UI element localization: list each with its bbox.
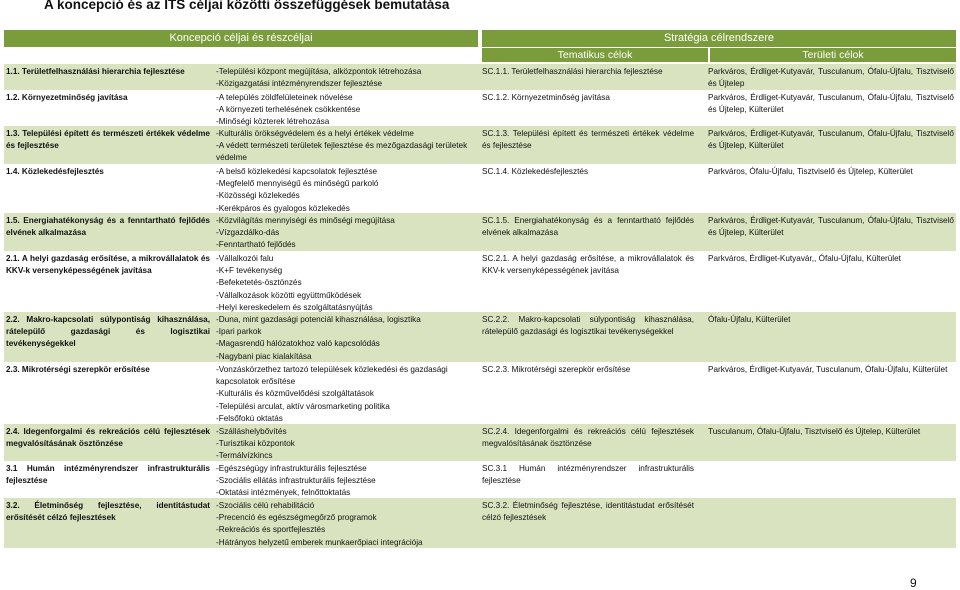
sub-goals: -A belső közlekedési kapcsolatok fejlesztése -Megfelelő mennyiségű és minőségű parkoló -Közösségi közlekedés -Kerékpáros és gyalogos közlekedés <box>216 167 379 213</box>
territorial-goals-header: Területi célok <box>710 48 956 62</box>
thematic-goal: SC.3.2. Életminőség fejlesztése, identitástudat erősítését célzó fejlesztések <box>482 501 694 523</box>
territorial-goal: Parkváros, Érdliget-Kutyavár, Tusculanum, Ófalu-Újfalu, Külterület <box>708 365 948 374</box>
thematic-goal: SC.1.4. Közlekedésfejlesztés <box>482 167 589 176</box>
table-row <box>4 461 956 498</box>
thematic-goal: SC.1.5. Energiahatékonyság és a fenntartható fejlődés elvének alkalmazása <box>482 216 694 238</box>
table-row <box>4 312 956 362</box>
sub-goals: -Közvilágítás mennyiségi és minőségi megújítása -Vízgazdálko-dás -Fenntartható fejlődés <box>216 216 395 250</box>
page-number: 9 <box>910 576 917 590</box>
table-row <box>4 498 956 548</box>
concept-goal: 2.2. Makro-kapcsolati súlypontiság kihasználása, rátelepülő gazdasági és logisztikai tevékenységekkel <box>6 315 210 349</box>
thematic-goal: SC.1.1. Területfelhasználási hierarchia fejlesztése <box>482 67 663 76</box>
concept-goal: 3.2. Életminőség fejlesztése, identitástudat erősítését célzó fejlesztések <box>6 501 210 523</box>
table-row <box>4 213 956 251</box>
concept-goal: 2.4. Idegenforgalmi és rekreációs célú fejlesztések megvalósításának ösztönzése <box>6 427 210 449</box>
concept-goal: 2.1. A helyi gazdaság erősítése, a mikrovállalatok és KKV-k versenyképességének javítása <box>6 254 210 276</box>
territorial-goal: Parkváros, Érdliget-Kutyavár, Tusculanum, Ófalu-Újfalu, Tisztviselő és Újtelep <box>708 67 954 89</box>
territorial-goal: Tusculanum, Ófalu-Újfalu, Tisztviselő és Újtelep, Külterület <box>708 427 921 436</box>
territorial-goal: Parkváros, Érdliget-Kutyavár,, Ófalu-Újfalu, Külterület <box>708 254 901 263</box>
sub-goals: -Települési központ megújítása, alközpontok létrehozása -Közigazgatási intézményrendszer fejlesztése <box>216 67 422 89</box>
sub-goals: -Vállalkozói falu -K+F tevékenység -Befeketetés-ösztönzés -Vállalkozások közötti együttműködések -Helyi kereskedelem és szolgáltatásnyújtás <box>216 254 373 312</box>
table-row <box>4 424 956 461</box>
page-title: A koncepció és az ITS céljai közötti összefüggések bemutatása <box>44 0 450 12</box>
table-row <box>4 251 956 312</box>
territorial-goal: Ófalu-Újfalu, Külterület <box>708 315 791 324</box>
thematic-goal: SC.3.1 Humán intézményrendszer infrastrukturális fejlesztése <box>482 464 694 486</box>
sub-goals: -Vonzáskörzethez tartozó települések közlekedési és gazdasági kapcsolatok erősítése -Kulturális és közművelődési szolgáltatások -Települési arculat, aktív városmarketing politika -Felsőfokú oktatás <box>216 365 448 423</box>
thematic-goal: SC.2.3. Mikrotérségi szerepkör erősítése <box>482 365 631 374</box>
strategy-header: Stratégia célrendszere <box>482 30 956 47</box>
table-row <box>4 64 956 90</box>
territorial-goal: Parkváros, Ófalu-Újfalu, Tisztviselő és Újtelep, Külterület <box>708 167 913 176</box>
concept-goal: 2.3. Mikrotérségi szerepkör erősítése <box>6 365 150 374</box>
concept-goal: 1.5. Energiahatékonyság és a fenntartható fejlődés elvének alkalmazása <box>6 216 210 238</box>
thematic-goal: SC.2.1. A helyi gazdaság erősítése, a mikrovállalatok és KKV-k versenyképességének javítása <box>482 254 694 276</box>
thematic-goal: SC.2.2. Makro-kapcsolati súlypontiság kihasználása, rátelepülő gazdasági és logisztikai tevékenységekkel <box>482 315 694 337</box>
thematic-goal: SC.1.3. Települési épített és természeti értékek védelme és fejlesztése <box>482 129 694 151</box>
territorial-goal: Parkváros, Érdliget-Kutyavár, Tusculanum, Ófalu-Újfalu, Tisztviselő és Újtelep, Külterület <box>708 129 954 151</box>
territorial-goal: Parkváros, Érdliget-Kutyavár, Tusculanum, Ófalu-Újfalu, Tisztviselő és Újtelep, Külterület <box>708 93 954 115</box>
concept-goal: 3.1 Humán intézményrendszer infrastrukturális fejlesztése <box>6 464 210 486</box>
thematic-goals-header: Tematikus célok <box>482 48 708 62</box>
table-row <box>4 362 956 424</box>
table-row <box>4 164 956 213</box>
sub-goals: -Szálláshelybővítés -Turisztikai központok -Termálvízkincs <box>216 427 295 461</box>
concept-goals-header: Koncepció céljai és részcéljai <box>4 30 478 47</box>
thematic-goal: SC.2.4. Idegenforgalmi és rekreációs célú fejlesztések megvalósításának ösztönzése <box>482 427 694 449</box>
table-row <box>4 126 956 164</box>
sub-goals: -Kulturális örökségvédelem és a helyi értékek védelme -A védett természeti területek fejlesztése és mezőgazdasági területek védelme <box>216 129 468 163</box>
sub-goals: -A település zöldfelületeinek növelése -A környezeti terhelésének csökkentése -Minőségi közterek létrehozása <box>216 93 361 127</box>
concept-goal: 1.2. Környezetminőség javítása <box>6 93 128 102</box>
sub-goals: -Duna, mint gazdasági potenciál kihasználása, logisztika -Ipari parkok -Magasrendű hálózatokhoz való kapcsolódás -Nagybani piac kialakítása <box>216 315 421 361</box>
thematic-goal: SC.1.2. Környezetminőség javítása <box>482 93 610 102</box>
table-row <box>4 90 956 126</box>
concept-goal: 1.3. Települési épített és természeti értékek védelme és fejlesztése <box>6 129 210 151</box>
concept-goal: 1.1. Területfelhasználási hierarchia fejlesztése <box>6 67 185 76</box>
sub-goals: -Szociális célú rehabilitáció -Precenció és egészségmegőrző programok -Rekreációs és sportfejlesztés -Hátrányos helyzetű emberek munkaerőpiaci integrációja <box>216 501 423 547</box>
sub-goals: -Egészségügy infrastrukturális fejlesztése -Szociális ellátás infrastrukturális fejlesztése -Oktatási intézmények, felnőttoktatás <box>216 464 376 498</box>
concept-goal: 1.4. Közlekedésfejlesztés <box>6 167 104 176</box>
territorial-goal: Parkváros, Érdliget-Kutyavár, Tusculanum, Ófalu-Újfalu, Tisztviselő és Újtelep, Külterület <box>708 216 954 238</box>
